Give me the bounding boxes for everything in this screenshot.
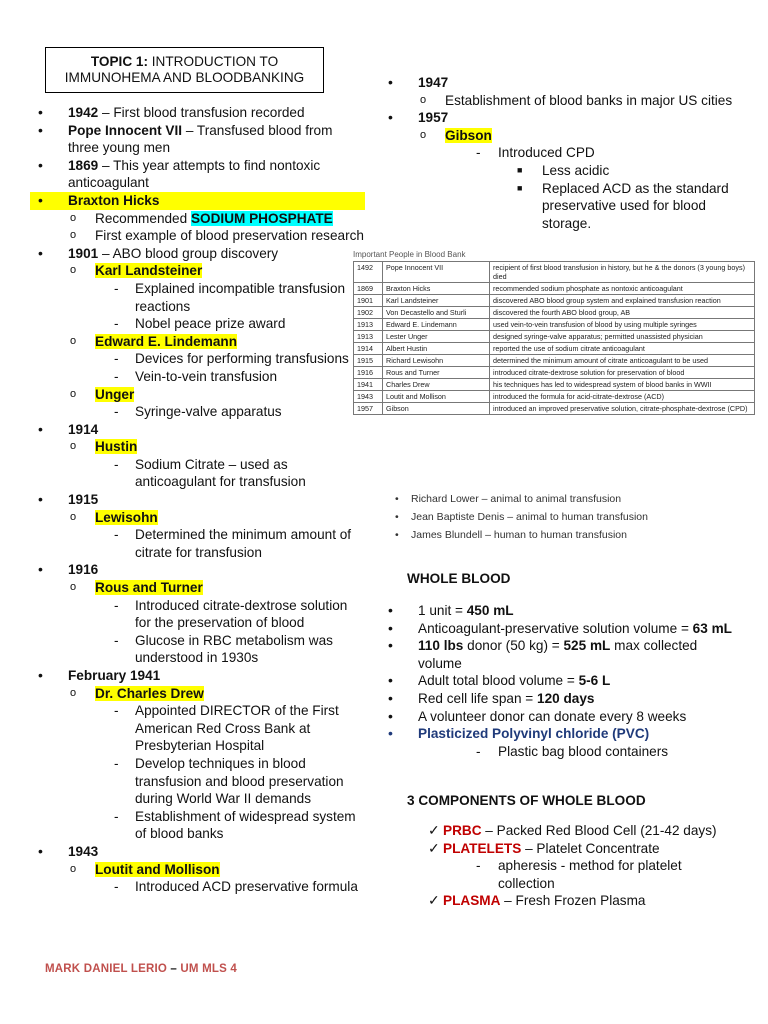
table-cell-year: 1916 bbox=[354, 367, 383, 379]
table-cell-desc: discovered ABO blood group system and explained transfusion reaction bbox=[490, 295, 755, 307]
1947-detail: o Establishment of blood banks in major US cities bbox=[420, 92, 733, 108]
loutit-detail-1: - Introduced ACD preservative formula bbox=[114, 879, 358, 895]
table-cell-year: 1941 bbox=[354, 379, 383, 391]
table-cell-desc: introduced citrate-dextrose solution for preservation of blood bbox=[490, 367, 755, 379]
table-cell-name: Karl Landsteiner bbox=[383, 295, 490, 307]
page-footer: MARK DANIEL LERIO – UM MLS 4 bbox=[45, 963, 237, 975]
table-cell-year: 1943 bbox=[354, 391, 383, 403]
list-item-feb1941: • February 1941 bbox=[38, 667, 161, 683]
table-row bbox=[354, 343, 755, 355]
left-column bbox=[30, 104, 365, 896]
list-item-1901: • 1901 – ABO blood group discovery bbox=[38, 244, 279, 261]
whole-blood-list bbox=[380, 602, 735, 760]
table-cell-year: 1869 bbox=[354, 283, 383, 295]
landsteiner-detail-2: - Nobel peace prize award bbox=[114, 316, 286, 332]
list-item: • Jean Baptiste Denis – animal to human transfusion bbox=[395, 511, 648, 523]
gibson-detail-1b: ■ Replaced ACD as the standard preservative used for blood storage. bbox=[517, 180, 729, 231]
table-cell-desc: discovered the fourth ABO blood group, AB bbox=[490, 307, 755, 319]
list-item-1916: • 1916 bbox=[38, 561, 99, 578]
table-row bbox=[354, 319, 755, 331]
table-cell-desc: reported the use of sodium citrate anticoagulant bbox=[490, 343, 755, 355]
whole-blood-heading: WHOLE BLOOD bbox=[407, 571, 511, 586]
table-cell-desc: recipient of first blood transfusion in history, but he & the donors (3 young boys) died bbox=[490, 262, 755, 283]
component-plasma: ✓ PLASMA – Fresh Frozen Plasma bbox=[428, 892, 646, 909]
table-row bbox=[354, 331, 755, 343]
table-row bbox=[354, 283, 755, 295]
transfusion-history-list bbox=[395, 490, 648, 544]
table-cell-name: Loutit and Mollison bbox=[383, 391, 490, 403]
right-column-top bbox=[380, 74, 755, 232]
important-people-table bbox=[353, 261, 755, 415]
hustin-detail-1: - Sodium Citrate – used as anticoagulant for transfusion bbox=[114, 456, 306, 490]
table-cell-desc: introduced an improved preservative solution, citrate-phosphate-dextrose (CPD) bbox=[490, 403, 755, 415]
gibson-detail-1a: ■ Less acidic bbox=[517, 162, 610, 178]
table-cell-year: 1913 bbox=[354, 331, 383, 343]
table-title: Important People in Blood Bank bbox=[353, 250, 466, 259]
table-cell-year: 1492 bbox=[354, 262, 383, 283]
rous-item: o Rous and Turner bbox=[70, 580, 203, 596]
table-cell-name: Charles Drew bbox=[383, 379, 490, 391]
components-list bbox=[380, 822, 735, 910]
table-row bbox=[354, 391, 755, 403]
lindemann-detail-1: - Devices for performing transfusions bbox=[114, 351, 349, 367]
rous-detail-2: - Glucose in RBC metabolism was understood in 1930s bbox=[114, 632, 333, 666]
table-row bbox=[354, 367, 755, 379]
unger-item: o Unger bbox=[70, 386, 135, 402]
component-prbc: ✓ PRBC – Packed Red Blood Cell (21-42 days) bbox=[428, 822, 717, 838]
list-item-1943: • 1943 bbox=[38, 842, 99, 859]
wb-item-2: • Anticoagulant-preservative solution volume = 63 mL bbox=[388, 619, 732, 636]
list-item-pope: • Pope Innocent VII – Transfused blood from three young men bbox=[38, 121, 333, 156]
table-cell-name: Von Decastello and Sturli bbox=[383, 307, 490, 319]
table-cell-year: 1913 bbox=[354, 319, 383, 331]
landsteiner-detail-1: - Explained incompatible transfusion reactions bbox=[114, 280, 346, 314]
drew-detail-1: - Appointed DIRECTOR of the First American Red Cross Bank at Presbyterian Hospital bbox=[114, 703, 339, 754]
wb-item-7-detail: - Plastic bag blood containers bbox=[476, 743, 669, 759]
table-cell-desc: his techniques has led to widespread system of blood banks in WWII bbox=[490, 379, 755, 391]
table-cell-name: Edward E. Lindemann bbox=[383, 319, 490, 331]
list-item-1869: • 1869 – This year attempts to find nontoxic anticoagulant bbox=[38, 156, 321, 191]
list-item-1947: • 1947 bbox=[388, 74, 449, 90]
lewisohn-detail-1: - Determined the minimum amount of citrate for transfusion bbox=[114, 527, 352, 560]
table-cell-desc: designed syringe-valve apparatus; permitted unassisted physician bbox=[490, 331, 755, 343]
drew-item: o Dr. Charles Drew bbox=[70, 685, 204, 701]
platelets-detail: - apheresis - method for platelet collection bbox=[476, 858, 682, 891]
braxton-sub-1: o Recommended SODIUM PHOSPHATE bbox=[70, 210, 333, 226]
table-row bbox=[354, 355, 755, 367]
wb-item-5: • Red cell life span = 120 days bbox=[388, 689, 595, 706]
table-cell-name: Rous and Turner bbox=[383, 367, 490, 379]
component-platelets: ✓ PLATELETS – Platelet Concentrate bbox=[428, 839, 660, 856]
wb-item-1: • 1 unit = 450 mL bbox=[388, 602, 514, 618]
table-cell-name: Pope Innocent VII bbox=[383, 262, 490, 283]
list-item-1915: • 1915 bbox=[38, 491, 99, 508]
table-cell-name: Gibson bbox=[383, 403, 490, 415]
unger-detail-1: - Syringe-valve apparatus bbox=[114, 404, 282, 420]
drew-detail-2: - Develop techniques in blood transfusion and blood preservation during World War II demands bbox=[114, 755, 344, 807]
topic-label: TOPIC 1: bbox=[90, 54, 148, 69]
table-cell-year: 1914 bbox=[354, 343, 383, 355]
table-cell-desc: recommended sodium phosphate as nontoxic anticoagulant bbox=[490, 283, 755, 295]
list-item: • James Blundell – human to human transfusion bbox=[395, 529, 627, 541]
table-cell-name: Albert Hustin bbox=[383, 343, 490, 355]
drew-detail-3: - Establishment of widespread system of blood banks bbox=[114, 808, 356, 842]
table-cell-desc: introduced the formula for acid-citrate-dextrose (ACD) bbox=[490, 391, 755, 403]
table-cell-year: 1915 bbox=[354, 355, 383, 367]
gibson-detail-1: - Introduced CPD bbox=[476, 145, 595, 161]
rous-detail-1: - Introduced citrate-dextrose solution for the preservation of blood bbox=[114, 597, 348, 631]
lindemann-item: o Edward E. Lindemann bbox=[70, 333, 237, 349]
loutit-item: o Loutit and Mollison bbox=[70, 861, 220, 877]
table-cell-year: 1957 bbox=[354, 403, 383, 415]
table-cell-year: 1902 bbox=[354, 307, 383, 319]
table-row bbox=[354, 379, 755, 391]
table-row bbox=[354, 262, 755, 283]
components-heading: 3 COMPONENTS OF WHOLE BLOOD bbox=[407, 793, 646, 808]
braxton-sub-2: o First example of blood preservation research bbox=[70, 228, 364, 244]
list-item-1914: • 1914 bbox=[38, 420, 99, 437]
gibson-item: o Gibson bbox=[420, 127, 492, 143]
list-item: • Richard Lower – animal to animal transfusion bbox=[395, 493, 622, 505]
important-people-table-wrap bbox=[353, 250, 763, 415]
hustin-item: o Hustin bbox=[70, 439, 138, 455]
topic-title-box bbox=[45, 47, 324, 93]
wb-item-4: • Adult total blood volume = 5-6 L bbox=[388, 672, 611, 689]
list-item-1942: • 1942 – First blood transfusion recorded bbox=[38, 104, 305, 120]
table-row bbox=[354, 307, 755, 319]
wb-item-6: • A volunteer donor can donate every 8 weeks bbox=[388, 707, 687, 724]
topic-text: INTRODUCTION TO IMMUNOHEMA AND BLOODBANKING bbox=[64, 54, 305, 85]
table-cell-desc: determined the minimum amount of citrate anticoagulant to be used bbox=[490, 355, 755, 367]
table-cell-year: 1901 bbox=[354, 295, 383, 307]
list-item-braxton: • Braxton Hicks bbox=[30, 192, 365, 210]
wb-item-3: • 110 lbs donor (50 kg) = 525 mL max collected volume bbox=[388, 637, 698, 671]
table-row bbox=[354, 295, 755, 307]
table-cell-desc: used vein-to-vein transfusion of blood by using multiple syringes bbox=[490, 319, 755, 331]
lindemann-detail-2: - Vein-to-vein transfusion bbox=[114, 368, 278, 384]
table-cell-name: Lester Unger bbox=[383, 331, 490, 343]
table-cell-name: Richard Lewisohn bbox=[383, 355, 490, 367]
table-cell-name: Braxton Hicks bbox=[383, 283, 490, 295]
list-item-1957: • 1957 bbox=[388, 109, 449, 126]
landsteiner-item: o Karl Landsteiner bbox=[70, 263, 203, 279]
table-row bbox=[354, 403, 755, 415]
lewisohn-item: o Lewisohn bbox=[70, 509, 158, 525]
wb-item-7: • Plasticized Polyvinyl chloride (PVC) bbox=[388, 725, 650, 742]
